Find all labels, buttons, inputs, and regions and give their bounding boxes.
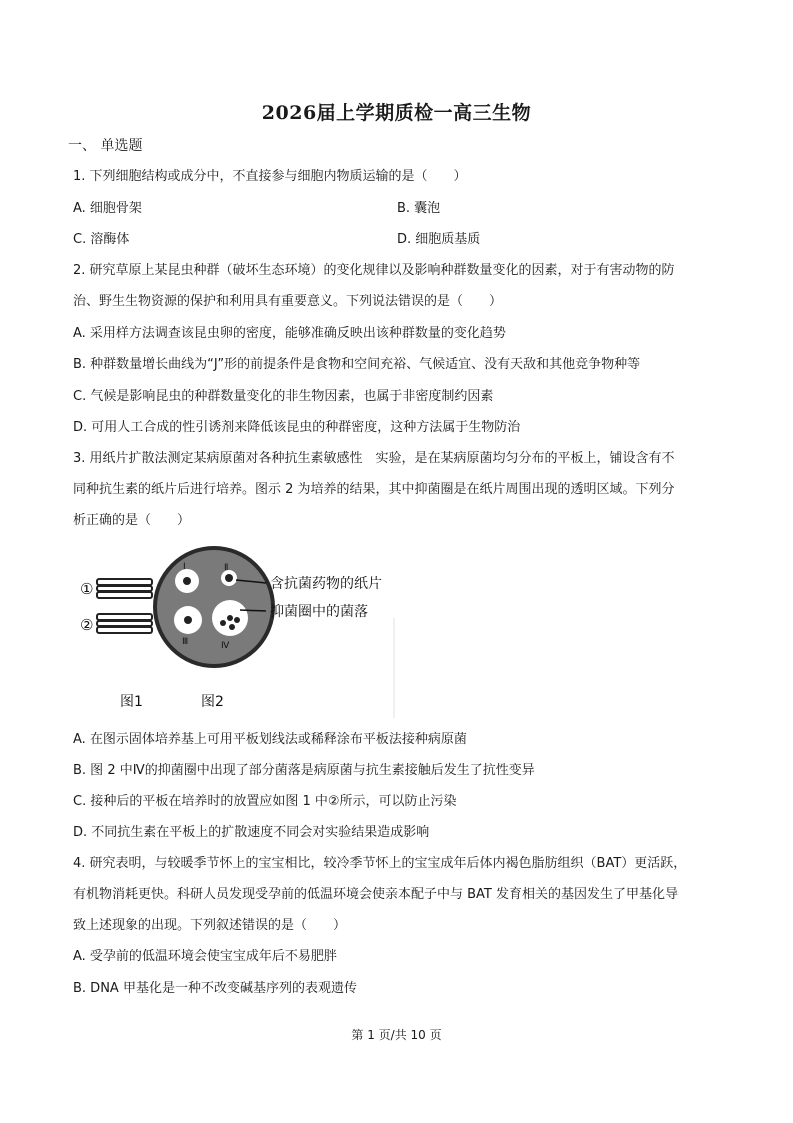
question-3-option-c: C. 接种后的平板在培养时的放置应如图 1 中②所示，可以防止污染 [73,794,457,809]
callout-colony: 抑菌圈中的菌落 [270,604,368,620]
question-2-stem-line-2: 治、野生生物资源的保护和利用具有重要意义。下列说法错误的是（ ） [73,294,503,309]
plate-stack-2 [97,614,152,633]
caption-figure-1: 图1 [120,694,143,710]
question-1-option-a: A. 细胞骨架 [73,201,142,216]
question-4-stem-line-3: 致上述现象的出现。下列叙述错误的是（ ） [73,918,347,933]
marker-2: ② [80,616,94,634]
antibiotic-disc-4 [227,615,233,621]
question-3-stem-line-2: 同种抗生素的纸片后进行培养。图示 2 为培养的结果，其中抑菌圈是在纸片周围出现的透明区域。下列分 [73,482,675,497]
dish-label-3: Ⅲ [182,637,189,647]
question-3-stem-line-3: 析正确的是（ ） [73,513,191,528]
callout-disc: 含抗菌药物的纸片 [270,576,382,592]
antibiotic-disc-2 [225,574,233,582]
dish-label-2: Ⅱ [224,563,229,573]
dish-label-1: Ⅰ [183,562,186,572]
question-2-option-c: C. 气候是影响昆虫的种群数量变化的非生物因素，也属于非密度制约因素 [73,389,494,404]
petri-dish-plate [155,548,273,666]
question-3-option-d: D. 不同抗生素在平板上的扩散速度不同会对实验结果造成影响 [73,825,430,840]
question-1-option-c: C. 溶酶体 [73,232,130,247]
colony-1 [220,620,226,626]
question-3-option-a: A. 在图示固体培养基上可用平板划线法或稀释涂布平板法接种病原菌 [73,732,467,747]
marker-1: ① [80,580,94,598]
colony-2 [229,624,235,630]
question-4-option-b: B. DNA 甲基化是一种不改变碱基序列的表观遗传 [73,981,357,996]
question-4-stem-line-1: 4. 研究表明，与较暖季节怀上的宝宝相比，较冷季节怀上的宝宝成年后体内褐色脂肪组织（BAT）更活跃， [73,856,687,871]
callout-line-2 [240,610,266,611]
colony-3 [234,617,240,623]
plate-stack-1 [97,579,152,598]
question-1-stem: 1. 下列细胞结构或成分中，不直接参与细胞内物质运输的是（ ） [73,169,467,184]
dish-label-4: Ⅳ [221,641,230,651]
page-title: 2026届上学期质检一高三生物 [261,102,532,124]
question-2-option-a: A. 采用样方法调查该昆虫卵的密度，能够准确反映出该种群数量的变化趋势 [73,326,506,341]
antibiotic-disc-1 [183,577,191,585]
page-footer: 第 1 页/共 10 页 [351,1028,442,1042]
question-2-option-b: B. 种群数量增长曲线为“J”形的前提条件是食物和空间充裕、气候适宜、没有天敌和其他竞争物种等 [73,357,641,372]
figure-petri-dish [70,540,410,720]
figure-2-dish [155,548,382,666]
antibiotic-disc-3 [184,616,192,624]
question-2-stem-line-1: 2. 研究草原上某昆虫种群（破坏生态环境）的变化规律以及影响种群数量变化的因素，对于有害动物的防 [73,263,675,278]
question-4-stem-line-2: 有机物消耗更快。科研人员发现受孕前的低温环境会使亲本配子中与 BAT 发育相关的基因发生了甲基化导 [73,887,679,902]
figure-1-plates [80,579,152,634]
question-1-option-b: B. 囊泡 [397,201,441,216]
caption-figure-2: 图2 [201,694,224,710]
section-heading: 一、 单选题 [68,138,143,154]
question-4-option-a: A. 受孕前的低温环境会使宝宝成年后不易肥胖 [73,949,337,964]
question-1-option-d: D. 细胞质基质 [397,232,481,247]
question-2-option-d: D. 可用人工合成的性引诱剂来降低该昆虫的种群密度，这种方法属于生物防治 [73,420,521,435]
question-3-option-b: B. 图 2 中Ⅳ的抑菌圈中出现了部分菌落是病原菌与抗生素接触后发生了抗性变异 [73,763,535,778]
question-3-stem-line-1: 3. 用纸片扩散法测定某病原菌对各种抗生素敏感性 实验，是在某病原菌均匀分布的平板上，铺设含有不 [73,451,675,466]
